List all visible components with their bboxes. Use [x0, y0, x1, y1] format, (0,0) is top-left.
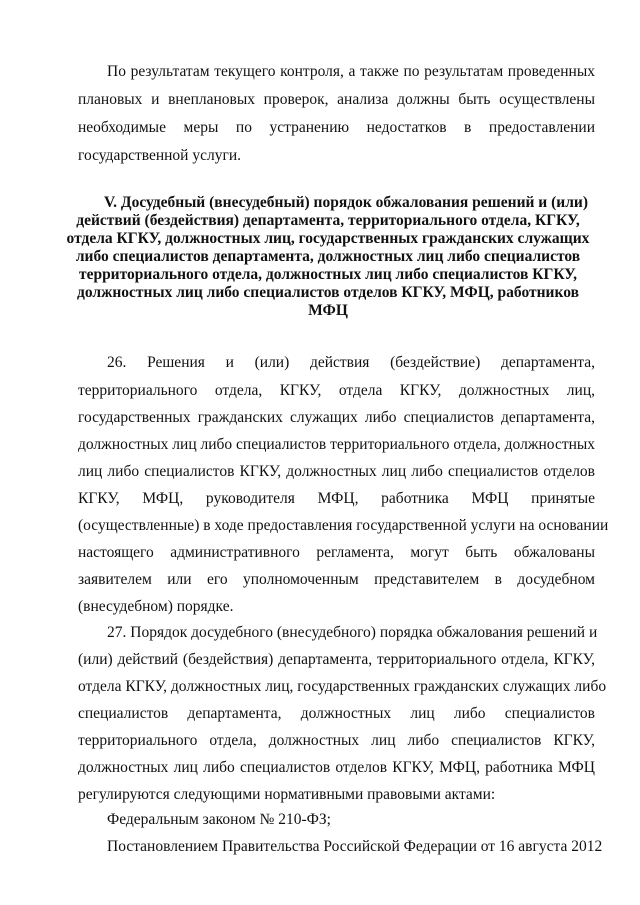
text-line: территориального отдела, КГКУ, отдела КГКУ, должностных лиц, [78, 382, 595, 399]
list-item-law: Федеральным законом № 210-ФЗ; [107, 811, 331, 828]
text-line: КГКУ, МФЦ, руководителя МФЦ, работника МФЦ принятые [78, 490, 595, 507]
text-line: специалистов департамента, должностных лиц либо специалистов [78, 705, 595, 722]
text-line: должностных лиц либо специалистов территориального отдела, должностных [78, 436, 596, 453]
text-line: лиц либо специалистов КГКУ, должностных лиц либо специалистов отделов [78, 463, 595, 480]
text-line: заявителем или его уполномоченным представителем в досудебном [78, 571, 595, 588]
heading-line: должностных лиц либо специалистов отделов КГКУ, МФЦ, работников [77, 284, 579, 301]
text-line: государственных гражданских служащих либо специалистов департамента, [78, 409, 595, 426]
heading-line: отдела КГКУ, должностных лиц, государственных гражданских служащих [66, 230, 590, 247]
heading-line: V. Досудебный (внесудебный) порядок обжалования решений и (или) [103, 194, 588, 211]
heading-line: действий (бездействия) департамента, территориального отдела, КГКУ, [76, 212, 580, 229]
heading-line: МФЦ [308, 302, 348, 319]
text-line: По результатам текущего контроля, а также по результатам проведенных [107, 63, 595, 80]
text-line: государственной услуги. [78, 147, 241, 164]
text-line: территориального отдела, должностных лиц либо специалистов КГКУ, [78, 732, 595, 749]
text-line: (внесудебном) порядке. [78, 598, 234, 615]
text-line: регулируются следующими нормативными правовыми актами: [78, 786, 496, 803]
text-line: 27. Порядок досудебного (внесудебного) порядка обжалования решений и [107, 624, 598, 641]
text-line: должностных лиц либо специалистов отделов КГКУ, МФЦ, работника МФЦ [78, 759, 595, 776]
text-line: (осуществленные) в ходе предоставления государственной услуги на основании [78, 517, 609, 534]
text-line: 26. Решения и (или) действия (бездействие) департамента, [107, 354, 595, 371]
heading-line: либо специалистов департамента, должностных лиц либо специалистов [75, 248, 581, 265]
text-line: настоящего административного регламента, могут быть обжалованы [78, 544, 595, 561]
list-item-decree: Постановлением Правительства Российской Федерации от 16 августа 2012 [107, 838, 603, 855]
text-line: (или) действий (бездействия) департамента, территориального отдела, КГКУ, [78, 651, 595, 668]
text-line: плановых и внеплановых проверок, анализа должны быть осуществлены [78, 91, 595, 108]
heading-line: территориального отдела, должностных лиц либо специалистов КГКУ, [78, 266, 578, 283]
text-line: отдела КГКУ, должностных лиц, государственных гражданских служащих либо [78, 678, 607, 695]
text-line: необходимые меры по устранению недостатков в предоставлении [78, 119, 595, 136]
